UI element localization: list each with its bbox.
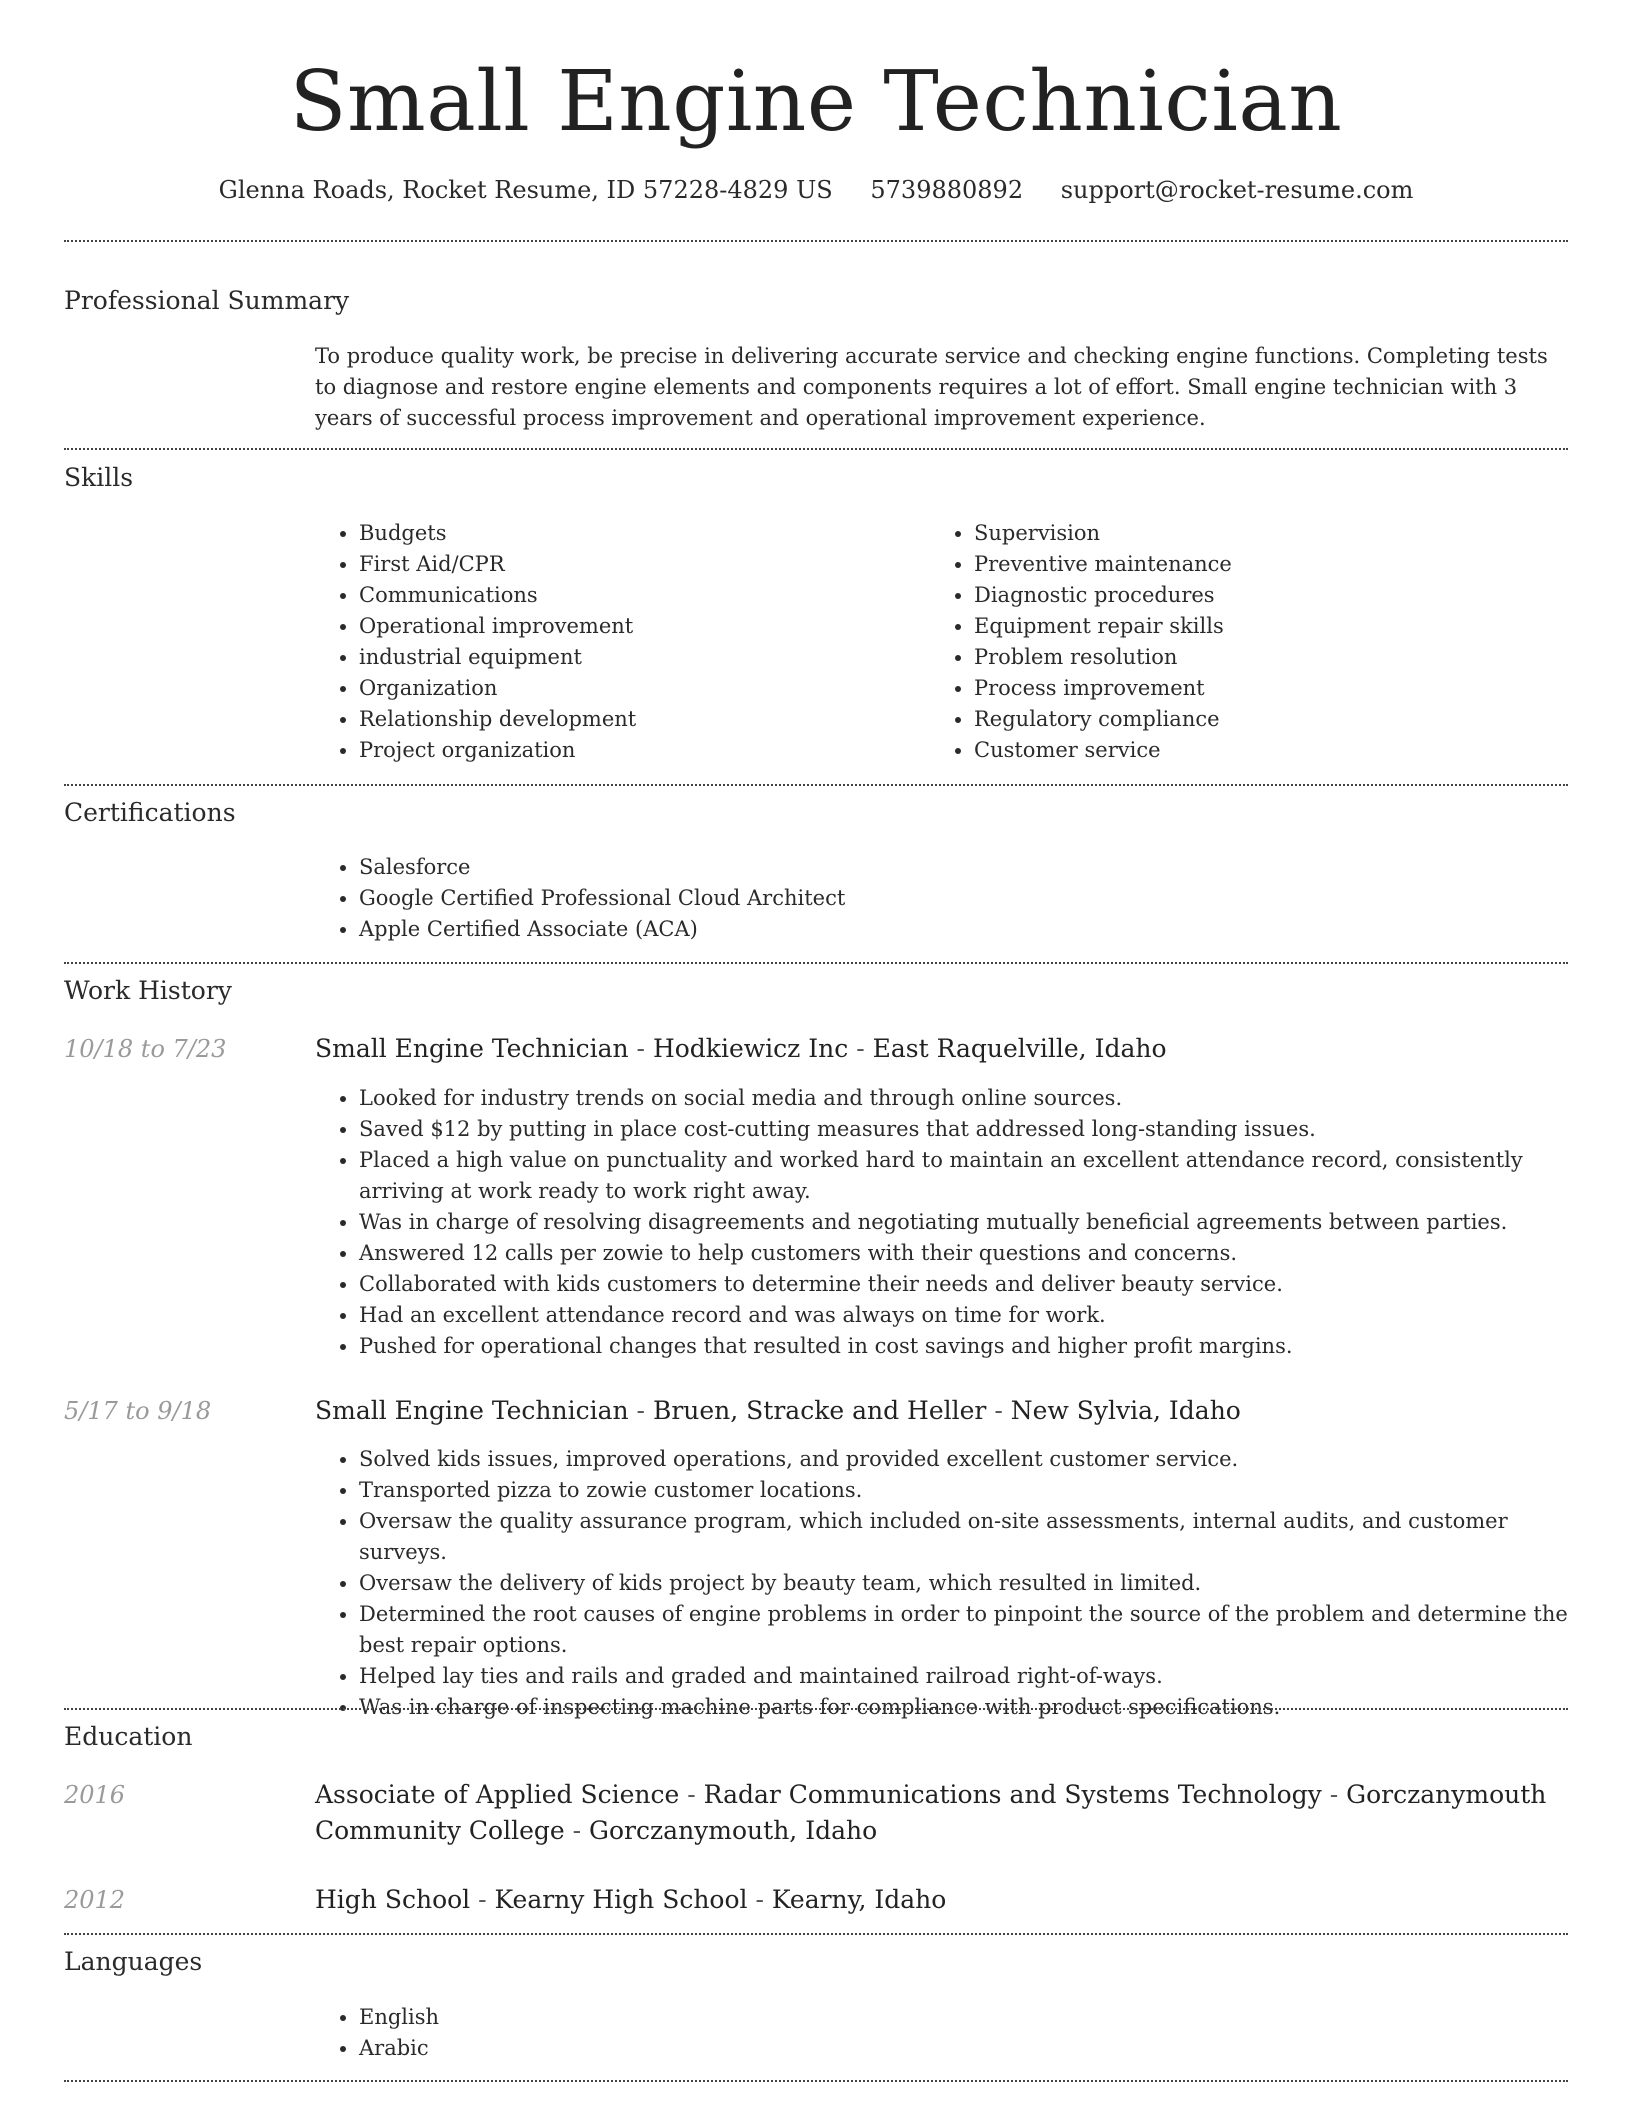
contact-address: Glenna Roads, Rocket Resume, ID 57228-4829 US bbox=[218, 176, 833, 204]
list-item: • English bbox=[359, 2002, 959, 2033]
list-item: • Communications bbox=[359, 580, 919, 611]
contact-line bbox=[0, 170, 1632, 210]
section-title-work-history: Work History bbox=[64, 976, 232, 1005]
job-dates: 5/17 to 9/18 bbox=[64, 1397, 212, 1425]
contact-phone: 5739880892 bbox=[870, 176, 1024, 204]
section-title-summary: Professional Summary bbox=[64, 286, 350, 315]
list-item: • Project organization bbox=[359, 735, 919, 766]
list-item: • First Aid/CPR bbox=[359, 549, 919, 580]
job-title: Small Engine Technician - Hodkiewicz Inc - East Raquelville, Idaho bbox=[315, 1034, 1167, 1063]
education-year: 2016 bbox=[64, 1781, 126, 1809]
section-divider bbox=[64, 1708, 1568, 1710]
education-entry: High School - Kearny High School - Kearny, Idaho bbox=[315, 1885, 947, 1914]
job-role: Small Engine Technician bbox=[315, 1396, 629, 1425]
list-item: • Problem resolution bbox=[974, 642, 1534, 673]
education-field: Radar Communications and Systems Technology bbox=[703, 1780, 1322, 1809]
job-location: New Sylvia, Idaho bbox=[1010, 1396, 1241, 1425]
list-item: • Google Certified Professional Cloud Architect bbox=[359, 883, 1559, 914]
list-item: • Solved kids issues, improved operations, and provided excellent customer service. bbox=[359, 1444, 1599, 1475]
education-location: Gorczanymouth, Idaho bbox=[589, 1816, 878, 1845]
list-item: • Had an excellent attendance record and was always on time for work. bbox=[359, 1300, 1599, 1331]
list-item: • Looked for industry trends on social media and through online sources. bbox=[359, 1083, 1599, 1114]
job-company: Hodkiewicz Inc bbox=[652, 1034, 849, 1063]
job-title: Small Engine Technician - Bruen, Stracke and Heller - New Sylvia, Idaho bbox=[315, 1396, 1241, 1425]
list-item: • Apple Certified Associate (ACA) bbox=[359, 914, 1559, 945]
list-item: • industrial equipment bbox=[359, 642, 919, 673]
section-title-certifications: Certifications bbox=[64, 798, 236, 827]
list-item: • Transported pizza to zowie customer locations. bbox=[359, 1475, 1599, 1506]
list-item: • Relationship development bbox=[359, 704, 919, 735]
list-item: • Equipment repair skills bbox=[974, 611, 1534, 642]
job-location: East Raquelville, Idaho bbox=[872, 1034, 1167, 1063]
list-item: • Arabic bbox=[359, 2033, 959, 2064]
languages-list bbox=[315, 2002, 959, 2064]
list-item: • Customer service bbox=[974, 735, 1534, 766]
job-bullets bbox=[315, 1083, 1599, 1362]
list-item: • Saved $12 by putting in place cost-cutting measures that addressed long-standing issues. bbox=[359, 1114, 1599, 1145]
education-school: Kearny High School bbox=[494, 1885, 748, 1914]
list-item: • Placed a high value on punctuality and worked hard to maintain an excellent attendance record, consistently arriving at work ready to work right away. bbox=[359, 1145, 1599, 1207]
section-title-languages: Languages bbox=[64, 1947, 203, 1976]
skills-list-right bbox=[930, 518, 1534, 766]
list-item: • Determined the root causes of engine problems in order to pinpoint the source of the problem and determine the best repair options. bbox=[359, 1599, 1599, 1661]
list-item: • Collaborated with kids customers to determine their needs and deliver beauty service. bbox=[359, 1269, 1599, 1300]
education-degree: Associate of Applied Science bbox=[315, 1780, 680, 1809]
education-year: 2012 bbox=[64, 1886, 126, 1914]
list-item: • Salesforce bbox=[359, 852, 1559, 883]
list-item: • Regulatory compliance bbox=[974, 704, 1534, 735]
section-divider bbox=[64, 240, 1568, 242]
section-divider bbox=[64, 784, 1568, 786]
certifications-list bbox=[315, 852, 1559, 945]
resume-name: Small Engine Technician bbox=[289, 53, 1343, 150]
list-item: • Preventive maintenance bbox=[974, 549, 1534, 580]
list-item: • Was in charge of inspecting machine parts for compliance with product specifications. bbox=[359, 1692, 1599, 1723]
list-item: • Pushed for operational changes that resulted in cost savings and higher profit margins. bbox=[359, 1331, 1599, 1362]
section-divider bbox=[64, 962, 1568, 964]
education-entry: Associate of Applied Science - Radar Communications and Systems Technology - Gorczanymouth Community College - Gorczanymouth, Idaho bbox=[315, 1780, 1547, 1845]
list-item: • Answered 12 calls per zowie to help customers with their questions and concerns. bbox=[359, 1238, 1599, 1269]
section-divider bbox=[64, 1933, 1568, 1935]
list-item: • Process improvement bbox=[974, 673, 1534, 704]
list-item: • Helped lay ties and rails and graded and maintained railroad right-of-ways. bbox=[359, 1661, 1599, 1692]
education-location: Kearny, Idaho bbox=[771, 1885, 947, 1914]
job-role: Small Engine Technician bbox=[315, 1034, 629, 1063]
summary-text: To produce quality work, be precise in delivering accurate service and checking engine functions. Completing tests to diagnose and restore engine elements and components requires a lot of effort. Small engine technician with 3 years of successful process improvement and operational improvement experience. bbox=[315, 344, 1548, 430]
list-item: • Was in charge of resolving disagreements and negotiating mutually beneficial agreements between parties. bbox=[359, 1207, 1599, 1238]
list-item: • Oversaw the quality assurance program, which included on-site assessments, internal audits, and customer surveys. bbox=[359, 1506, 1599, 1568]
section-title-education: Education bbox=[64, 1722, 193, 1751]
section-title-skills: Skills bbox=[64, 463, 134, 492]
skills-list-left bbox=[315, 518, 919, 766]
contact-email: support@rocket-resume.com bbox=[1060, 176, 1414, 204]
list-item: • Organization bbox=[359, 673, 919, 704]
list-item: • Operational improvement bbox=[359, 611, 919, 642]
education-degree: High School bbox=[315, 1885, 471, 1914]
job-bullets bbox=[315, 1444, 1599, 1723]
list-item: • Diagnostic procedures bbox=[974, 580, 1534, 611]
job-dates: 10/18 to 7/23 bbox=[64, 1035, 227, 1063]
education-school: Gorczanymouth Community College bbox=[315, 1780, 1547, 1845]
list-item: • Budgets bbox=[359, 518, 919, 549]
list-item: • Oversaw the delivery of kids project by beauty team, which resulted in limited. bbox=[359, 1568, 1599, 1599]
list-item: • Supervision bbox=[974, 518, 1534, 549]
job-company: Bruen, Stracke and Heller bbox=[652, 1396, 987, 1425]
section-divider bbox=[64, 2080, 1568, 2082]
section-divider bbox=[64, 448, 1568, 450]
